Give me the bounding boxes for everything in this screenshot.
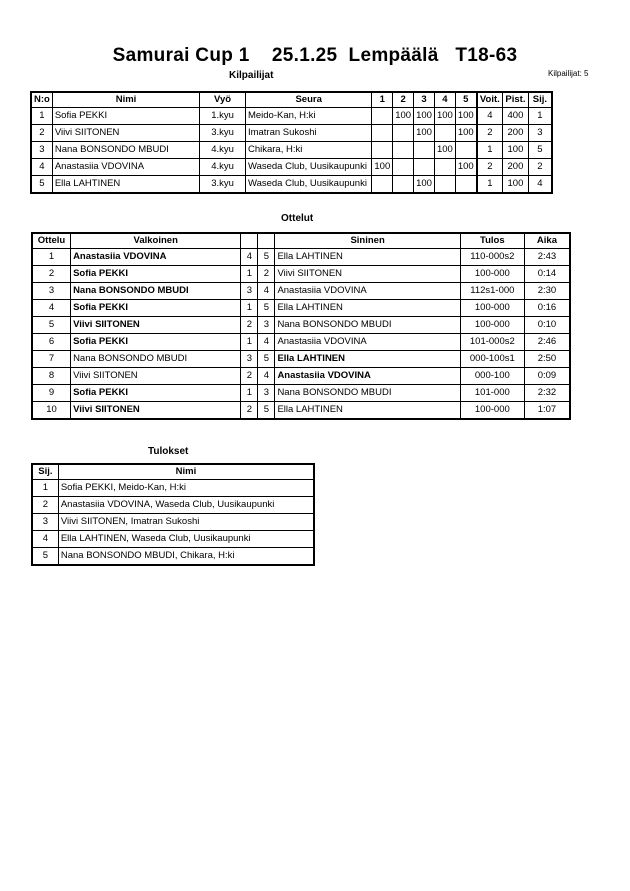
competitor-cell: 100 xyxy=(503,176,529,193)
competitors-header-cell: Vyö xyxy=(200,93,246,108)
white-fighter: Sofia PEKKI xyxy=(71,300,241,317)
blue-fighter: Ella LAHTINEN xyxy=(275,300,460,317)
page-title: Samurai Cup 1 25.1.25 Lempäälä T18-63 xyxy=(112,45,518,66)
results-table xyxy=(32,464,314,565)
matches-header-cell: Ottelu xyxy=(33,234,71,249)
competitor-cell: Imatran Sukoshi xyxy=(245,125,371,142)
blue-fighter: Anastasiia VDOVINA xyxy=(275,368,460,385)
match-row xyxy=(33,402,570,419)
competitor-cell: 4.kyu xyxy=(200,142,246,159)
results-header-cell: Nimi xyxy=(58,465,313,480)
match-score: 100-000 xyxy=(460,300,524,317)
competitor-cell: Nana BONSONDO MBUDI xyxy=(52,142,199,159)
match-score: 100-000 xyxy=(460,317,524,334)
competitor-cell xyxy=(393,176,414,193)
blue-fighter-number: 5 xyxy=(258,402,275,419)
blue-fighter: Ella LAHTINEN xyxy=(275,351,460,368)
competitor-cell: 4.kyu xyxy=(200,159,246,176)
blue-fighter-number: 3 xyxy=(258,317,275,334)
match-time: 0:09 xyxy=(524,368,569,385)
white-fighter: Viivi SIITONEN xyxy=(71,368,241,385)
competitor-cell: 4 xyxy=(32,159,53,176)
match-row xyxy=(33,317,570,334)
matches-table xyxy=(32,233,570,419)
competitor-cell: Waseda Club, Uusikaupunki xyxy=(245,176,371,193)
competitor-cell: 100 xyxy=(434,142,455,159)
match-number: 8 xyxy=(33,368,71,385)
blue-fighter: Anastasiia VDOVINA xyxy=(275,334,460,351)
match-number: 9 xyxy=(33,385,71,402)
white-fighter: Viivi SIITONEN xyxy=(71,317,241,334)
match-row xyxy=(33,300,570,317)
competitors-header-cell: 4 xyxy=(434,93,455,108)
white-fighter: Sofia PEKKI xyxy=(71,334,241,351)
matches-header-cell: Aika xyxy=(524,234,569,249)
competitor-cell: 200 xyxy=(503,159,529,176)
blue-fighter-number: 4 xyxy=(258,368,275,385)
blue-fighter-number: 2 xyxy=(258,266,275,283)
match-score: 100-000 xyxy=(460,266,524,283)
blue-fighter-number: 3 xyxy=(258,385,275,402)
result-row xyxy=(33,497,314,514)
blue-fighter-number: 5 xyxy=(258,300,275,317)
competitor-cell: Waseda Club, Uusikaupunki xyxy=(245,159,371,176)
white-fighter-number: 2 xyxy=(241,368,258,385)
competitor-cell: 3 xyxy=(528,125,551,142)
white-fighter: Sofia PEKKI xyxy=(71,385,241,402)
competitor-cell: 5 xyxy=(528,142,551,159)
competitor-cell xyxy=(434,176,455,193)
competitor-cell: Sofia PEKKI xyxy=(52,108,199,125)
match-row xyxy=(33,385,570,402)
white-fighter-number: 1 xyxy=(241,300,258,317)
match-time: 2:32 xyxy=(524,385,569,402)
white-fighter: Sofia PEKKI xyxy=(71,266,241,283)
white-fighter-number: 3 xyxy=(241,283,258,300)
match-score: 000-100s1 xyxy=(460,351,524,368)
white-fighter: Nana BONSONDO MBUDI xyxy=(71,283,241,300)
blue-fighter: Nana BONSONDO MBUDI xyxy=(275,385,460,402)
competitor-cell: 400 xyxy=(503,108,529,125)
result-row xyxy=(33,548,314,565)
competitors-header-cell: 2 xyxy=(393,93,414,108)
match-time: 2:43 xyxy=(524,249,569,266)
result-rank: 1 xyxy=(33,480,59,497)
match-row xyxy=(33,351,570,368)
match-number: 10 xyxy=(33,402,71,419)
competitors-table xyxy=(31,92,552,193)
matches-header-cell: Tulos xyxy=(460,234,524,249)
competitors-header-cell: Sij. xyxy=(528,93,551,108)
result-rank: 4 xyxy=(33,531,59,548)
match-time: 0:14 xyxy=(524,266,569,283)
result-rank: 5 xyxy=(33,548,59,565)
competitors-header-cell: N:o xyxy=(32,93,53,108)
competitor-cell xyxy=(414,142,435,159)
match-score: 112s1-000 xyxy=(460,283,524,300)
competitor-cell xyxy=(455,176,476,193)
match-time: 2:46 xyxy=(524,334,569,351)
white-fighter-number: 2 xyxy=(241,402,258,419)
white-fighter: Anastasiia VDOVINA xyxy=(71,249,241,266)
competitors-header-cell: 5 xyxy=(455,93,476,108)
match-score: 101-000s2 xyxy=(460,334,524,351)
competitor-cell xyxy=(372,142,393,159)
match-number: 1 xyxy=(33,249,71,266)
competitor-cell: 5 xyxy=(32,176,53,193)
match-time: 1:07 xyxy=(524,402,569,419)
competitors-section-title: Kilpailijat xyxy=(229,70,274,81)
competitor-cell xyxy=(372,125,393,142)
match-row xyxy=(33,334,570,351)
blue-fighter-number: 5 xyxy=(258,351,275,368)
competitor-cell: Anastasiia VDOVINA xyxy=(52,159,199,176)
blue-fighter: Ella LAHTINEN xyxy=(275,402,460,419)
blue-fighter-number: 4 xyxy=(258,283,275,300)
competitor-cell: 1.kyu xyxy=(200,108,246,125)
match-row xyxy=(33,266,570,283)
competitors-header-cell: 1 xyxy=(372,93,393,108)
competitor-cell xyxy=(393,142,414,159)
competitor-cell xyxy=(455,142,476,159)
white-fighter: Nana BONSONDO MBUDI xyxy=(71,351,241,368)
match-score: 000-100 xyxy=(460,368,524,385)
match-number: 5 xyxy=(33,317,71,334)
competitor-cell: Meido-Kan, H:ki xyxy=(245,108,371,125)
competitor-row xyxy=(32,176,552,193)
competitor-cell: 100 xyxy=(455,108,476,125)
result-row xyxy=(33,531,314,548)
match-number: 2 xyxy=(33,266,71,283)
competitors-header-cell: Voit. xyxy=(477,93,503,108)
competitor-cell: 2 xyxy=(32,125,53,142)
competitor-row xyxy=(32,125,552,142)
competitor-cell: 1 xyxy=(32,108,53,125)
match-time: 0:16 xyxy=(524,300,569,317)
matches-header-cell xyxy=(258,234,275,249)
competitor-cell xyxy=(393,159,414,176)
competitor-cell: Viivi SIITONEN xyxy=(52,125,199,142)
competitor-cell xyxy=(414,159,435,176)
competitor-cell: 1 xyxy=(528,108,551,125)
results-header-cell: Sij. xyxy=(33,465,59,480)
competitor-cell xyxy=(393,125,414,142)
competitor-row xyxy=(32,142,552,159)
result-name: Ella LAHTINEN, Waseda Club, Uusikaupunki xyxy=(58,531,313,548)
match-time: 2:30 xyxy=(524,283,569,300)
competitor-cell: 3.kyu xyxy=(200,176,246,193)
blue-fighter: Nana BONSONDO MBUDI xyxy=(275,317,460,334)
competitors-header-cell: Seura xyxy=(245,93,371,108)
competitors-header-cell: Pist. xyxy=(503,93,529,108)
match-number: 3 xyxy=(33,283,71,300)
white-fighter-number: 4 xyxy=(241,249,258,266)
white-fighter: Viivi SIITONEN xyxy=(71,402,241,419)
competitor-cell: 100 xyxy=(393,108,414,125)
result-rank: 3 xyxy=(33,514,59,531)
competitor-cell: 200 xyxy=(503,125,529,142)
results-section-title: Tulokset xyxy=(148,446,189,457)
match-time: 0:10 xyxy=(524,317,569,334)
competitor-cell: 3 xyxy=(32,142,53,159)
competitor-cell: 2 xyxy=(477,159,503,176)
competitor-cell: 3.kyu xyxy=(200,125,246,142)
match-score: 110-000s2 xyxy=(460,249,524,266)
competitor-row xyxy=(32,159,552,176)
blue-fighter: Anastasiia VDOVINA xyxy=(275,283,460,300)
competitors-header-cell: Nimi xyxy=(52,93,199,108)
result-row xyxy=(33,480,314,497)
competitor-cell: 1 xyxy=(477,176,503,193)
competitor-cell: 4 xyxy=(477,108,503,125)
competitor-cell: 100 xyxy=(455,159,476,176)
competitor-cell xyxy=(434,125,455,142)
white-fighter-number: 1 xyxy=(241,266,258,283)
competitor-row xyxy=(32,108,552,125)
competitor-cell xyxy=(372,176,393,193)
competitor-cell: 100 xyxy=(434,108,455,125)
blue-fighter-number: 5 xyxy=(258,249,275,266)
matches-header-cell: Valkoinen xyxy=(71,234,241,249)
competitors-count: Kilpailijat: 5 xyxy=(548,69,589,78)
blue-fighter: Viivi SIITONEN xyxy=(275,266,460,283)
match-number: 4 xyxy=(33,300,71,317)
competitor-cell: Ella LAHTINEN xyxy=(52,176,199,193)
competitor-cell: Chikara, H:ki xyxy=(245,142,371,159)
competitor-cell: 100 xyxy=(503,142,529,159)
competitor-cell xyxy=(434,159,455,176)
match-row xyxy=(33,249,570,266)
competitor-cell xyxy=(372,108,393,125)
match-score: 100-000 xyxy=(460,402,524,419)
white-fighter-number: 1 xyxy=(241,334,258,351)
matches-header-cell xyxy=(241,234,258,249)
white-fighter-number: 2 xyxy=(241,317,258,334)
competitor-cell: 100 xyxy=(455,125,476,142)
white-fighter-number: 3 xyxy=(241,351,258,368)
matches-section-title: Ottelut xyxy=(281,213,314,224)
result-name: Nana BONSONDO MBUDI, Chikara, H:ki xyxy=(58,548,313,565)
match-row xyxy=(33,283,570,300)
match-row xyxy=(33,368,570,385)
match-time: 2:50 xyxy=(524,351,569,368)
match-number: 7 xyxy=(33,351,71,368)
match-number: 6 xyxy=(33,334,71,351)
competitor-cell: 100 xyxy=(372,159,393,176)
competitor-cell: 100 xyxy=(414,125,435,142)
competitor-cell: 2 xyxy=(528,159,551,176)
result-name: Sofia PEKKI, Meido-Kan, H:ki xyxy=(58,480,313,497)
result-rank: 2 xyxy=(33,497,59,514)
competitors-header-cell: 3 xyxy=(414,93,435,108)
matches-header-cell: Sininen xyxy=(275,234,460,249)
competitor-cell: 1 xyxy=(477,142,503,159)
competitor-cell: 100 xyxy=(414,108,435,125)
blue-fighter-number: 4 xyxy=(258,334,275,351)
result-name: Anastasiia VDOVINA, Waseda Club, Uusikaupunki xyxy=(58,497,313,514)
white-fighter-number: 1 xyxy=(241,385,258,402)
blue-fighter: Ella LAHTINEN xyxy=(275,249,460,266)
match-score: 101-000 xyxy=(460,385,524,402)
competitor-cell: 4 xyxy=(528,176,551,193)
result-row xyxy=(33,514,314,531)
result-name: Viivi SIITONEN, Imatran Sukoshi xyxy=(58,514,313,531)
competitor-cell: 2 xyxy=(477,125,503,142)
competitor-cell: 100 xyxy=(414,176,435,193)
